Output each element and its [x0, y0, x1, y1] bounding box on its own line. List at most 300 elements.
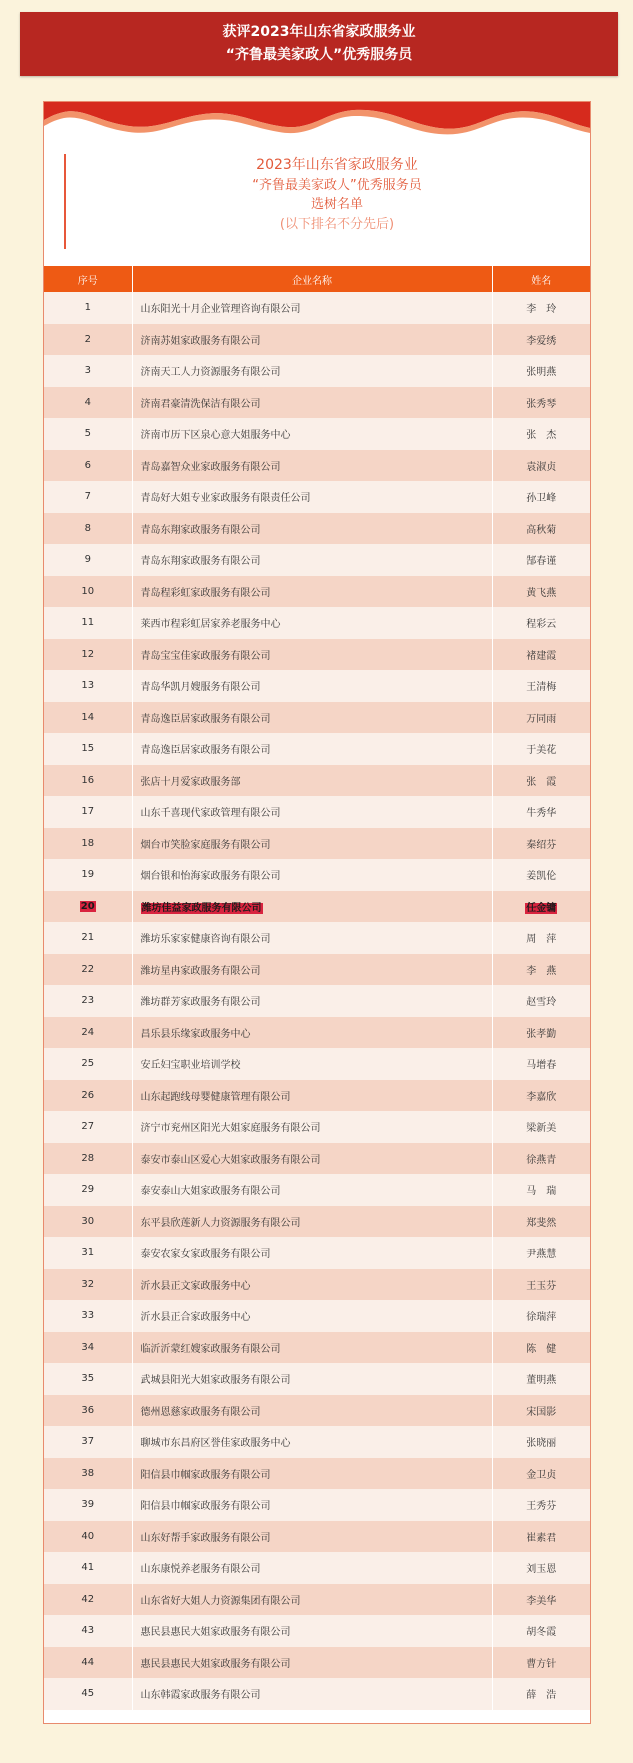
- row-number: 39: [81, 1499, 95, 1511]
- row-number: 38: [81, 1467, 95, 1479]
- row-company: 潍坊乐家家健康咨询有限公司: [140, 934, 271, 946]
- row-name-cell: [492, 1458, 590, 1490]
- row-company: 青岛嘉智众业家政服务有限公司: [140, 461, 281, 473]
- row-company: 潍坊佳益家政服务有限公司: [141, 902, 262, 914]
- row-number: 28: [81, 1152, 95, 1164]
- row-name: 郑斐然: [526, 1217, 557, 1229]
- row-name-cell: [492, 733, 590, 765]
- row-company: 泰安市泰山区爱心大姐家政服务有限公司: [140, 1154, 321, 1166]
- row-name-cell: [492, 1647, 590, 1679]
- table-row: [44, 607, 590, 639]
- table-row: [44, 1300, 590, 1332]
- row-number: 33: [81, 1310, 95, 1322]
- row-company-cell: [132, 985, 492, 1017]
- row-company-cell: [132, 355, 492, 387]
- heading-line-3: 选树名单: [310, 197, 363, 212]
- row-name: 黄飞燕: [526, 587, 557, 599]
- row-name-cell: [492, 702, 590, 734]
- row-company: 烟台市笑脸家庭服务有限公司: [140, 839, 271, 851]
- table-row: [44, 1489, 590, 1521]
- row-company: 东平县欣莲新人力资源服务有限公司: [140, 1217, 301, 1229]
- row-name: 宋国影: [526, 1406, 557, 1418]
- row-company-cell: [132, 1300, 492, 1332]
- row-company: 武城县阳光大姐家政服务有限公司: [140, 1375, 291, 1387]
- row-number: 21: [81, 932, 95, 944]
- row-name: 薛 浩: [526, 1690, 557, 1702]
- heading-line-1: 2023年山东省家政服务业: [256, 157, 418, 173]
- row-company: 青岛东翔家政服务有限公司: [140, 524, 261, 536]
- row-company-cell: [132, 1552, 492, 1584]
- row-number-cell: [44, 639, 132, 671]
- table-row: [44, 1269, 590, 1301]
- table-row: [44, 765, 590, 797]
- heading-accent-bar: [64, 154, 66, 249]
- row-name-cell: [492, 670, 590, 702]
- row-name: 刘玉恩: [526, 1564, 557, 1576]
- row-number: 32: [81, 1278, 95, 1290]
- row-company: 山东起跑线母婴健康管理有限公司: [140, 1091, 291, 1103]
- row-number: 31: [81, 1247, 95, 1259]
- row-company-cell: [132, 1521, 492, 1553]
- row-number: 25: [81, 1058, 95, 1070]
- row-company: 济南天工人力资源服务有限公司: [140, 367, 281, 379]
- row-number: 40: [81, 1530, 95, 1542]
- row-number: 11: [81, 617, 95, 629]
- row-number-cell: [44, 985, 132, 1017]
- row-company: 安丘妇宝职业培训学校: [140, 1060, 241, 1072]
- row-company-cell: [132, 1584, 492, 1616]
- row-number-cell: [44, 481, 132, 513]
- row-name-cell: [492, 1426, 590, 1458]
- banner-line-2: “齐鲁最美家政人”优秀服务员: [225, 47, 413, 63]
- list-frame: [43, 101, 591, 1724]
- row-company: 济宁市兖州区阳光大姐家庭服务有限公司: [140, 1123, 321, 1135]
- row-company: 惠民县惠民大姐家政服务有限公司: [140, 1627, 291, 1639]
- row-number-cell: [44, 828, 132, 860]
- row-company: 张店十月爱家政服务部: [140, 776, 241, 788]
- row-number-cell: [44, 1300, 132, 1332]
- row-number: 43: [81, 1625, 95, 1637]
- row-number-cell: [44, 1143, 132, 1175]
- row-number: 20: [80, 900, 95, 912]
- row-company: 昌乐县乐缘家政服务中心: [140, 1028, 251, 1040]
- row-name-cell: [492, 387, 590, 419]
- row-company-cell: [132, 513, 492, 545]
- row-company-cell: [132, 702, 492, 734]
- row-name: 王秀芬: [526, 1501, 557, 1513]
- row-name: 张明燕: [526, 367, 557, 379]
- row-name-cell: [492, 1552, 590, 1584]
- row-number-cell: [44, 702, 132, 734]
- row-company: 潍坊群芳家政服务有限公司: [140, 997, 261, 1009]
- row-name: 徐瑞萍: [526, 1312, 557, 1324]
- row-company: 惠民县惠民大姐家政服务有限公司: [140, 1658, 291, 1670]
- row-number: 3: [84, 365, 91, 377]
- row-name-cell: [492, 1206, 590, 1238]
- list-heading: [84, 156, 590, 234]
- table-row: [44, 985, 590, 1017]
- row-company-cell: [132, 1678, 492, 1710]
- row-company: 山东阳光十月企业管理咨询有限公司: [140, 304, 301, 316]
- row-company: 青岛华凯月嫂服务有限公司: [140, 682, 261, 694]
- row-number: 41: [81, 1562, 95, 1574]
- row-number-cell: [44, 796, 132, 828]
- row-number: 29: [81, 1184, 95, 1196]
- row-number-cell: [44, 1647, 132, 1679]
- row-number-cell: [44, 355, 132, 387]
- row-name: 马 瑞: [526, 1186, 557, 1198]
- row-number: 24: [81, 1026, 95, 1038]
- row-name: 王清梅: [526, 682, 557, 694]
- row-number: 22: [81, 963, 95, 975]
- row-name-cell: [492, 859, 590, 891]
- row-company: 山东好帮手家政服务有限公司: [140, 1532, 271, 1544]
- table-row: [44, 1048, 590, 1080]
- table-row: [44, 1080, 590, 1112]
- row-company-cell: [132, 1206, 492, 1238]
- row-number-cell: [44, 418, 132, 450]
- table-row: [44, 1552, 590, 1584]
- row-number-cell: [44, 576, 132, 608]
- row-company: 德州恩慈家政服务有限公司: [140, 1406, 261, 1418]
- row-company-cell: [132, 733, 492, 765]
- row-company-cell: [132, 1237, 492, 1269]
- row-name-cell: [492, 355, 590, 387]
- row-company-cell: [132, 324, 492, 356]
- row-number-cell: [44, 922, 132, 954]
- row-name: 李美华: [526, 1595, 557, 1607]
- row-name-cell: [492, 292, 590, 324]
- row-name: 于美花: [526, 745, 557, 757]
- row-number-cell: [44, 859, 132, 891]
- row-company-cell: [132, 1489, 492, 1521]
- table-row: [44, 544, 590, 576]
- row-name-cell: [492, 513, 590, 545]
- row-name-cell: [492, 1111, 590, 1143]
- table-row: [44, 1206, 590, 1238]
- banner-line-1: 获评2023年山东省家政服务业: [222, 24, 416, 40]
- row-name-cell: [492, 1615, 590, 1647]
- heading-note: (以下排名不分先后): [279, 216, 395, 232]
- row-name-cell: [492, 1395, 590, 1427]
- row-number: 19: [81, 869, 95, 881]
- row-name: 秦绍芬: [526, 839, 557, 851]
- row-name-cell: [492, 1017, 590, 1049]
- row-company-cell: [132, 387, 492, 419]
- row-number-cell: [44, 450, 132, 482]
- row-number-cell: [44, 1174, 132, 1206]
- row-name-cell: [492, 1080, 590, 1112]
- row-name: 褚建霞: [526, 650, 557, 662]
- row-name: 李 玲: [526, 304, 557, 316]
- row-company-cell: [132, 1269, 492, 1301]
- row-company: 莱西市程彩虹居家养老服务中心: [140, 619, 281, 631]
- row-company: 青岛宝宝佳家政服务有限公司: [140, 650, 271, 662]
- row-company-cell: [132, 670, 492, 702]
- row-number: 35: [81, 1373, 95, 1385]
- row-company: 烟台银和怡海家政服务有限公司: [140, 871, 281, 883]
- table-row: [44, 1615, 590, 1647]
- row-name-cell: [492, 544, 590, 576]
- row-number-cell: [44, 1111, 132, 1143]
- row-company: 济南市历下区泉心意大姐服务中心: [140, 430, 291, 442]
- row-name-cell: [492, 1143, 590, 1175]
- row-number: 34: [81, 1341, 95, 1353]
- row-number-cell: [44, 765, 132, 797]
- table-row: [44, 1111, 590, 1143]
- row-company: 临沂沂蒙红嫂家政服务有限公司: [140, 1343, 281, 1355]
- row-number-cell: [44, 1332, 132, 1364]
- row-name: 牛秀华: [526, 808, 557, 820]
- table-row: [44, 324, 590, 356]
- row-number-cell: [44, 1552, 132, 1584]
- row-name-cell: [492, 576, 590, 608]
- row-company: 济南苏姐家政服务有限公司: [140, 335, 261, 347]
- row-name: 赵雪玲: [526, 997, 557, 1009]
- row-name: 张秀琴: [526, 398, 557, 410]
- row-number: 17: [81, 806, 95, 818]
- row-name: 崔素君: [526, 1532, 557, 1544]
- row-number-cell: [44, 1521, 132, 1553]
- row-name-cell: [492, 450, 590, 482]
- row-company-cell: [132, 1111, 492, 1143]
- row-name-cell: [492, 765, 590, 797]
- row-number: 15: [81, 743, 95, 755]
- table-row: [44, 891, 590, 923]
- table-row: [44, 1174, 590, 1206]
- row-company: 山东省好大姐人力资源集团有限公司: [140, 1595, 301, 1607]
- row-number-cell: [44, 1395, 132, 1427]
- row-number-cell: [44, 1080, 132, 1112]
- header-no: 序号: [44, 266, 132, 292]
- row-company: 青岛逸臣居家政服务有限公司: [140, 745, 271, 757]
- row-company-cell: [132, 544, 492, 576]
- row-number-cell: [44, 292, 132, 324]
- table-row: [44, 639, 590, 671]
- row-number: 14: [81, 711, 95, 723]
- table-row: [44, 576, 590, 608]
- row-number: 36: [81, 1404, 95, 1416]
- row-name-cell: [492, 954, 590, 986]
- row-name-cell: [492, 639, 590, 671]
- row-number-cell: [44, 1678, 132, 1710]
- row-company: 青岛程彩虹家政服务有限公司: [140, 587, 271, 599]
- row-name: 周 萍: [526, 934, 557, 946]
- row-number: 27: [81, 1121, 95, 1133]
- row-number: 30: [81, 1215, 95, 1227]
- row-company: 聊城市东昌府区誉佳家政服务中心: [140, 1438, 291, 1450]
- row-number-cell: [44, 670, 132, 702]
- row-company-cell: [132, 1647, 492, 1679]
- row-company-cell: [132, 418, 492, 450]
- row-name-cell: [492, 1363, 590, 1395]
- row-number: 45: [81, 1688, 95, 1700]
- row-company-cell: [132, 639, 492, 671]
- row-number-cell: [44, 1489, 132, 1521]
- row-number: 23: [81, 995, 95, 1007]
- row-number: 5: [84, 428, 91, 440]
- row-number: 2: [84, 333, 91, 345]
- row-number: 8: [84, 522, 91, 534]
- row-company: 阳信县巾帼家政服务有限公司: [140, 1469, 271, 1481]
- row-number-cell: [44, 1615, 132, 1647]
- row-name-cell: [492, 1521, 590, 1553]
- row-name-cell: [492, 985, 590, 1017]
- table-row: [44, 796, 590, 828]
- table-row: [44, 1426, 590, 1458]
- row-number: 44: [81, 1656, 95, 1668]
- row-company-cell: [132, 954, 492, 986]
- row-number: 16: [81, 774, 95, 786]
- table-row: [44, 1647, 590, 1679]
- row-number-cell: [44, 324, 132, 356]
- row-name: 曹方针: [526, 1658, 557, 1670]
- row-name-cell: [492, 324, 590, 356]
- row-company-cell: [132, 765, 492, 797]
- row-number-cell: [44, 1363, 132, 1395]
- row-company: 沂水县正合家政服务中心: [140, 1312, 251, 1324]
- row-company-cell: [132, 1458, 492, 1490]
- table-row: [44, 1521, 590, 1553]
- row-name: 张 霞: [526, 776, 557, 788]
- table-row: [44, 1395, 590, 1427]
- row-name-cell: [492, 796, 590, 828]
- row-name-cell: [492, 891, 590, 923]
- row-number: 26: [81, 1089, 95, 1101]
- row-name: 万同雨: [526, 713, 557, 725]
- heading-line-2: “齐鲁最美家政人”优秀服务员: [252, 177, 422, 193]
- row-name: 尹燕慧: [526, 1249, 557, 1261]
- table-row: [44, 481, 590, 513]
- row-company-cell: [132, 828, 492, 860]
- row-company-cell: [132, 481, 492, 513]
- row-number-cell: [44, 1584, 132, 1616]
- row-number-cell: [44, 513, 132, 545]
- row-number: 12: [81, 648, 95, 660]
- row-number: 10: [81, 585, 95, 597]
- table-row: [44, 1143, 590, 1175]
- table-row: [44, 513, 590, 545]
- row-name: 袁淑贞: [526, 461, 557, 473]
- row-company-cell: [132, 1332, 492, 1364]
- row-number-cell: [44, 1237, 132, 1269]
- table-row: [44, 733, 590, 765]
- row-company-cell: [132, 891, 492, 923]
- row-company: 阳信县巾帼家政服务有限公司: [140, 1501, 271, 1513]
- row-name: 董明燕: [526, 1375, 557, 1387]
- table-row: [44, 859, 590, 891]
- row-name-cell: [492, 607, 590, 639]
- table-row: [44, 702, 590, 734]
- row-company: 泰安农家女家政服务有限公司: [140, 1249, 271, 1261]
- row-name-cell: [492, 1174, 590, 1206]
- row-company: 沂水县正文家政服务中心: [140, 1280, 251, 1292]
- row-company: 济南君豪清洗保洁有限公司: [140, 398, 261, 410]
- row-number: 4: [84, 396, 91, 408]
- row-number: 7: [84, 491, 91, 503]
- awardee-table: [44, 266, 590, 1710]
- table-row: [44, 450, 590, 482]
- row-company: 山东韩霞家政服务有限公司: [140, 1690, 261, 1702]
- row-name-cell: [492, 418, 590, 450]
- row-name-cell: [492, 1584, 590, 1616]
- row-number: 1: [84, 302, 91, 314]
- row-company-cell: [132, 1017, 492, 1049]
- row-name-cell: [492, 1332, 590, 1364]
- row-name: 程彩云: [526, 619, 557, 631]
- table-row: [44, 1458, 590, 1490]
- row-number: 37: [81, 1436, 95, 1448]
- row-name-cell: [492, 1678, 590, 1710]
- table-row: [44, 1332, 590, 1364]
- row-name: 姜凯伦: [526, 871, 557, 883]
- table-row: [44, 1017, 590, 1049]
- table-row: [44, 922, 590, 954]
- red-ribbon-wave-decoration: [44, 102, 590, 142]
- table-body: [44, 292, 590, 1710]
- row-name: 张 杰: [526, 430, 557, 442]
- table-row: [44, 418, 590, 450]
- row-company: 潍坊星冉家政服务有限公司: [140, 965, 261, 977]
- table-row: [44, 387, 590, 419]
- row-company-cell: [132, 292, 492, 324]
- row-company-cell: [132, 1143, 492, 1175]
- table-row: [44, 355, 590, 387]
- row-number-cell: [44, 607, 132, 639]
- row-name-cell: [492, 922, 590, 954]
- row-name: 李 燕: [526, 965, 557, 977]
- row-company-cell: [132, 576, 492, 608]
- row-number-cell: [44, 387, 132, 419]
- row-number: 18: [81, 837, 95, 849]
- row-name-cell: [492, 1048, 590, 1080]
- row-company-cell: [132, 450, 492, 482]
- table-row: [44, 1678, 590, 1710]
- row-company-cell: [132, 607, 492, 639]
- row-number-cell: [44, 1458, 132, 1490]
- row-company: 山东康悦养老服务有限公司: [140, 1564, 261, 1576]
- row-name-cell: [492, 1489, 590, 1521]
- row-number: 9: [84, 554, 91, 566]
- row-company-cell: [132, 1615, 492, 1647]
- row-number-cell: [44, 1426, 132, 1458]
- row-name-cell: [492, 1237, 590, 1269]
- row-number: 42: [81, 1593, 95, 1605]
- row-name: 李爱绣: [526, 335, 557, 347]
- row-name: 孙卫峰: [526, 493, 557, 505]
- row-name: 王玉芬: [526, 1280, 557, 1292]
- row-company: 泰安泰山大姐家政服务有限公司: [140, 1186, 281, 1198]
- row-company: 山东千喜现代家政管理有限公司: [140, 808, 281, 820]
- row-company-cell: [132, 922, 492, 954]
- row-company-cell: [132, 796, 492, 828]
- row-number-cell: [44, 544, 132, 576]
- table-row: [44, 292, 590, 324]
- title-banner: [20, 12, 618, 76]
- row-company-cell: [132, 1048, 492, 1080]
- row-name: 李嘉欣: [526, 1091, 557, 1103]
- row-number: 6: [84, 459, 91, 471]
- row-company-cell: [132, 1426, 492, 1458]
- row-company-cell: [132, 1174, 492, 1206]
- header-company: 企业名称: [132, 266, 492, 292]
- table-row: [44, 828, 590, 860]
- table-row: [44, 670, 590, 702]
- table-header-row: [44, 266, 590, 292]
- row-number-cell: [44, 733, 132, 765]
- row-company: 青岛好大姐专业家政服务有限责任公司: [140, 493, 311, 505]
- row-name: 张晓丽: [526, 1438, 557, 1450]
